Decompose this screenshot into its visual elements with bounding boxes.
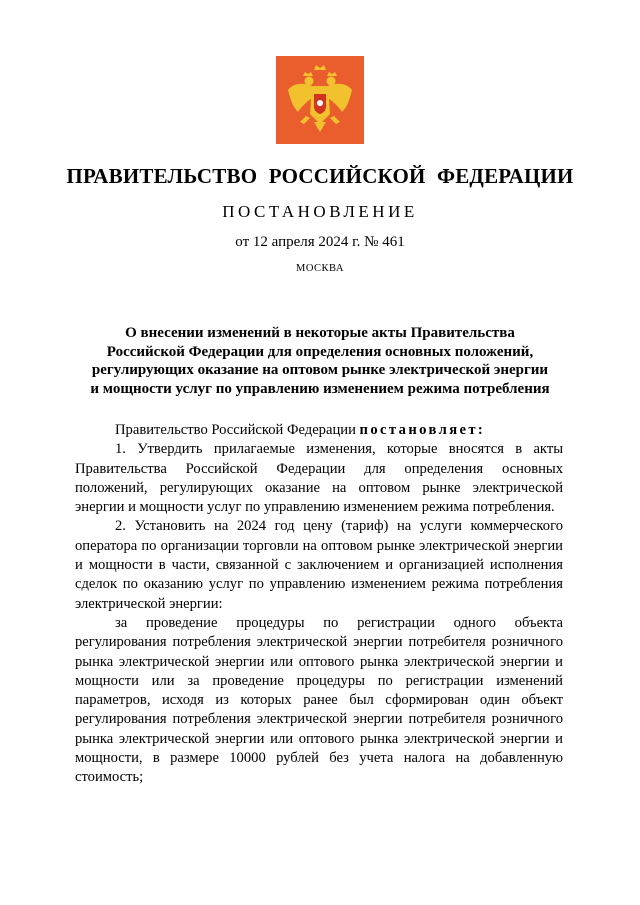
resolves-word: постановляет: xyxy=(359,422,486,438)
intro-paragraph xyxy=(75,421,563,440)
item-2-paragraph: 2. Установить на 2024 год цену (тариф) на услуги коммерческого оператора по организации торговли на оптовом рынке электрической энергии и мощности в части, связанной с заключением и организацией исполнения сделок по оказанию услуг по управлению изменением режима потребления электрической энергии: xyxy=(75,518,563,612)
document-city: МОСКВА xyxy=(296,263,344,274)
document-body xyxy=(75,421,563,788)
item-2-subparagraph: за проведение процедуры по регистрации одного объекта регулирования потребления электрической энергии потребителя розничного рынка электрической энергии или оптового рынка электрической энергии и мощности или за проведение процедуры по регистрации изменений параметров, исходя из которых ранее был сформирован один объект регулирования потребления электрической энергии потребителя розничного рынка электрической энергии или оптового рынка электрической энергии и мощности, в размере 10000 рублей без учета налога на добавленную стоимость; xyxy=(75,614,563,786)
item-1-paragraph: 1. Утвердить прилагаемые изменения, которые вносятся в акты Правительства Российской Федерации для определения основных положений, регулирующих оказание на оптовом рынке электрической энергии и мощности услуг по управлению изменением режима потребления. xyxy=(75,441,563,516)
government-title: ПРАВИТЕЛЬСТВО РОССИЙСКОЙ ФЕДЕРАЦИИ xyxy=(66,164,574,188)
russian-coat-of-arms-icon xyxy=(276,56,364,144)
heading-line: О внесении изменений в некоторые акты Правительства xyxy=(125,325,515,341)
document-type: ПОСТАНОВЛЕНИЕ xyxy=(222,202,418,221)
heading-line: Российской Федерации для определения основных положений, xyxy=(106,343,534,360)
heading-line: и мощности услуг по управлению изменением режима потребления xyxy=(90,380,550,397)
heading-line: регулирующих оказание на оптовом рынке электрической энергии xyxy=(91,362,549,378)
intro-prefix: Правительство Российской Федерации xyxy=(115,422,360,438)
document-date-number: от 12 апреля 2024 г. № 461 xyxy=(235,234,405,250)
document-heading xyxy=(0,324,640,398)
